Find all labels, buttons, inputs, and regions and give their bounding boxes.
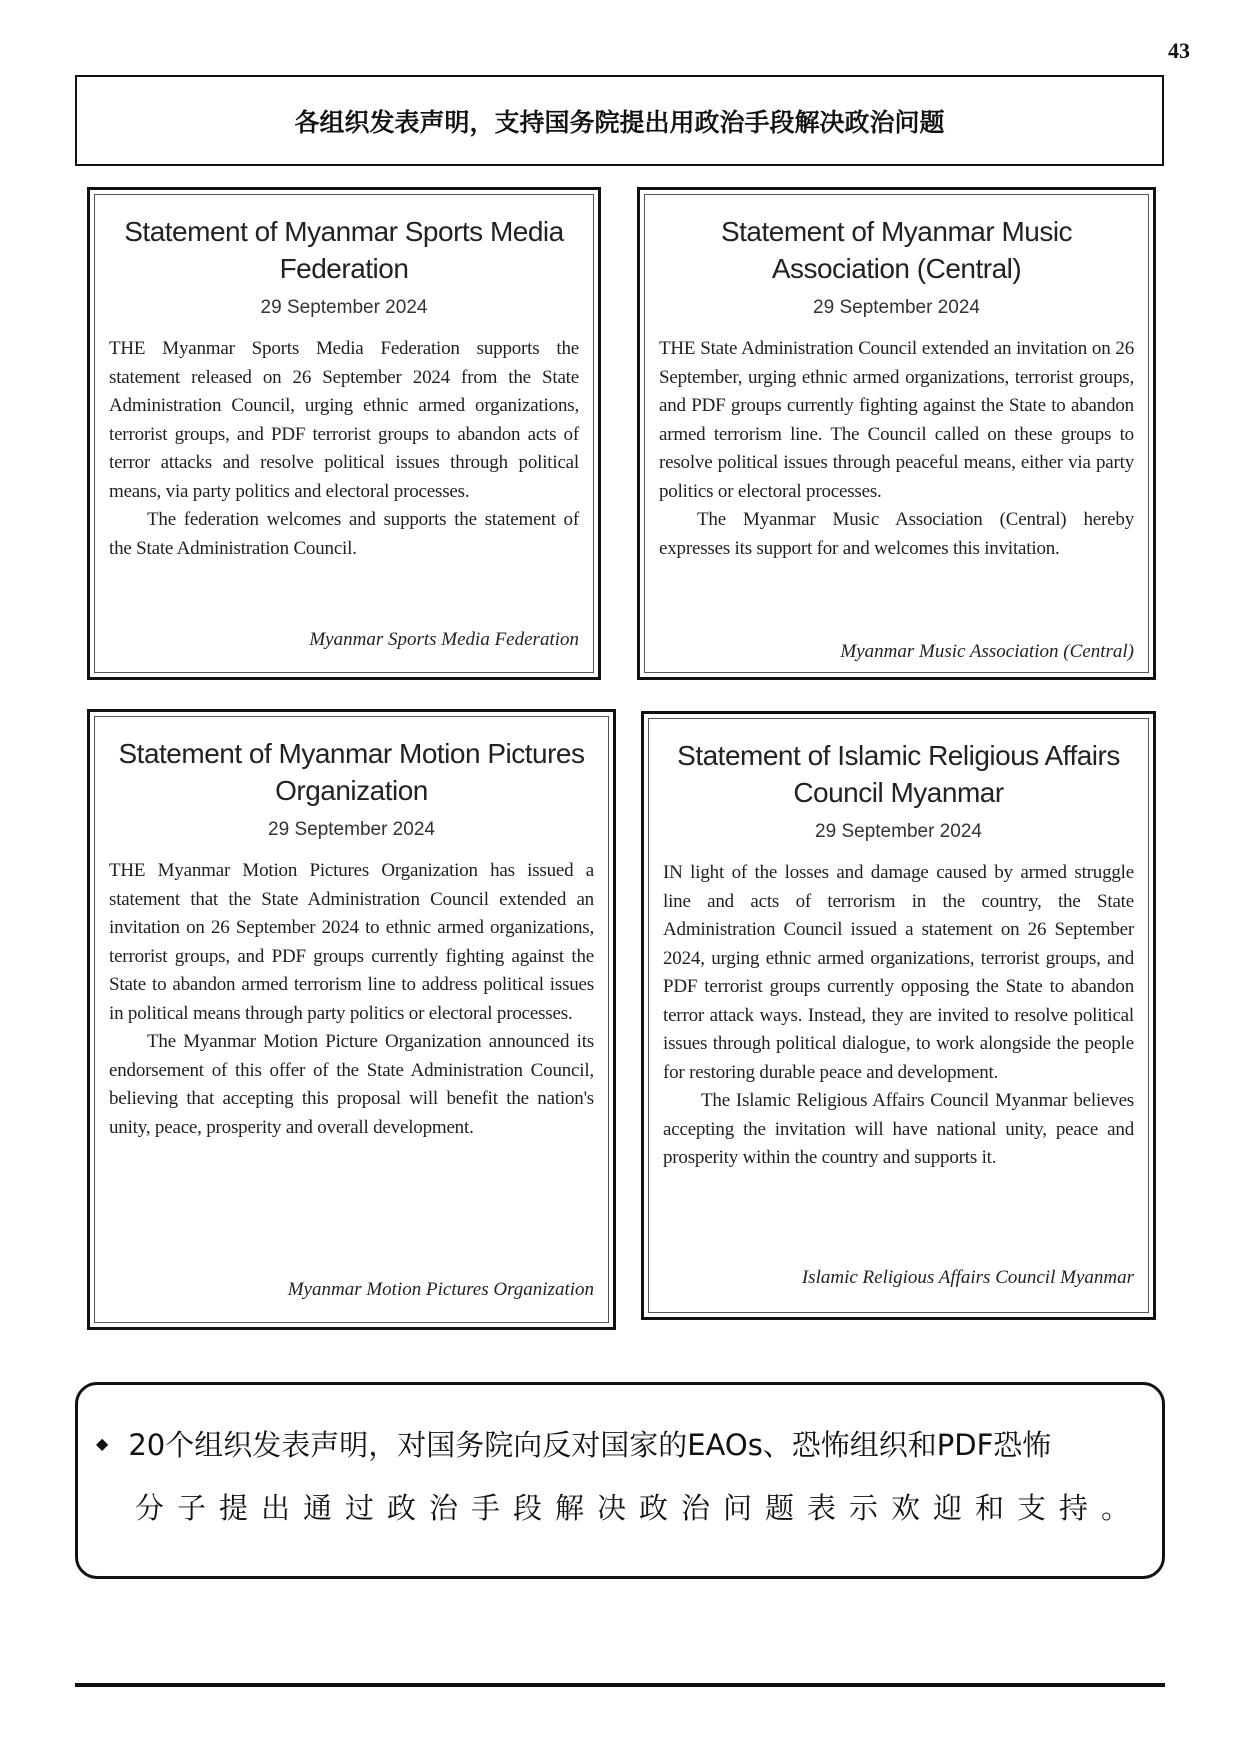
page-title: 各组织发表声明，支持国务院提出用政治手段解决政治问题 xyxy=(294,107,945,137)
statement-signature: Islamic Religious Affairs Council Myanmar xyxy=(801,1267,1134,1288)
bottom-divider xyxy=(75,1683,1165,1687)
statement-body xyxy=(109,335,579,563)
summary-text-line1: 20个组织发表声明，对国务院向反对国家的EAOs、恐怖组织和PDF恐怖 xyxy=(128,1428,1052,1462)
statement-body xyxy=(109,857,594,1142)
statement-card-sports-media xyxy=(87,187,601,680)
statement-title: Statement of Myanmar Motion Pictures Organization xyxy=(118,738,585,806)
statement-paragraph: THE Myanmar Motion Pictures Organization has issued a statement that the State Administration Council extended an invitation on 26 September 2024 to ethnic armed organizations, terrorist groups, and PDF groups currently fighting against the State to abandon armed terrorism line to address political issues in political means through party politics or electoral processes. xyxy=(109,860,594,1024)
statement-paragraph: THE Myanmar Sports Media Federation supports the statement released on 26 September 2024 from the State Administration Council, urging ethnic armed organizations, terrorist groups, and PDF terrorist groups to abandon acts of terror attacks and resolve political issues through political means, via party politics and electoral processes. xyxy=(109,338,579,502)
statement-title: Statement of Myanmar Sports Media Federation xyxy=(124,216,564,284)
statement-card-music-association xyxy=(637,187,1156,680)
statement-card-inner xyxy=(94,716,609,1323)
statement-card-inner xyxy=(648,718,1149,1313)
statement-date: 29 September 2024 xyxy=(813,297,980,318)
statement-body xyxy=(663,859,1134,1173)
statement-paragraph: THE State Administration Council extended an invitation on 26 September, urging ethnic armed organizations, terrorist groups, and PDF groups currently fighting against the State to abandon armed terrorism line. The Council called on these groups to resolve political issues through peaceful means, either via party politics or electoral processes. xyxy=(659,338,1134,502)
statement-signature: Myanmar Sports Media Federation xyxy=(309,629,579,650)
statement-date: 29 September 2024 xyxy=(815,821,982,842)
statement-date: 29 September 2024 xyxy=(268,819,435,840)
statement-card-motion-pictures xyxy=(87,709,616,1330)
summary-text-line2: 分子提出通过政治手段解决政治问题表示欢迎和支持。 xyxy=(135,1491,1144,1525)
statement-signature: Myanmar Motion Pictures Organization xyxy=(287,1279,594,1300)
statement-title: Statement of Myanmar Music Association (Central) xyxy=(720,216,1073,284)
statement-card-inner xyxy=(644,194,1149,673)
summary-box xyxy=(75,1382,1165,1579)
statement-date: 29 September 2024 xyxy=(260,297,428,318)
summary-line xyxy=(96,1423,1140,1464)
statement-card-inner xyxy=(94,194,594,673)
statement-paragraph: The federation welcomes and supports the statement of the State Administration Council. xyxy=(109,509,579,559)
statement-paragraph: The Myanmar Music Association (Central) hereby expresses its support for and welcomes this invitation. xyxy=(659,509,1134,559)
statement-body xyxy=(659,335,1134,563)
diamond-bullet-icon: ◆ xyxy=(96,1434,109,1453)
statement-paragraph: IN light of the losses and damage caused by armed struggle line and acts of terrorism in the country, the State Administration Council issued a statement on 26 September 2024, urging ethnic armed organizations, terrorist groups, and PDF terrorist groups currently opposing the State to abandon terror attack ways. Instead, they are invited to resolve political issues through political dialogue, to work alongside the people for restoring durable peace and development. xyxy=(663,862,1134,1083)
page-number: 43 xyxy=(1168,38,1190,63)
statement-paragraph: The Islamic Religious Affairs Council Myanmar believes accepting the invitation will have national unity, peace and prosperity within the country and supports it. xyxy=(663,1090,1134,1168)
page-title-box xyxy=(75,75,1164,166)
statement-signature: Myanmar Music Association (Central) xyxy=(840,641,1134,662)
statement-card-islamic-council xyxy=(641,711,1156,1320)
statement-title: Statement of Islamic Religious Affairs Council Myanmar xyxy=(677,740,1120,808)
statement-paragraph: The Myanmar Motion Picture Organization announced its endorsement of this offer of the State Administration Council, believing that accepting this proposal will benefit the nation's unity, peace, prosperity and overall development. xyxy=(109,1031,594,1138)
